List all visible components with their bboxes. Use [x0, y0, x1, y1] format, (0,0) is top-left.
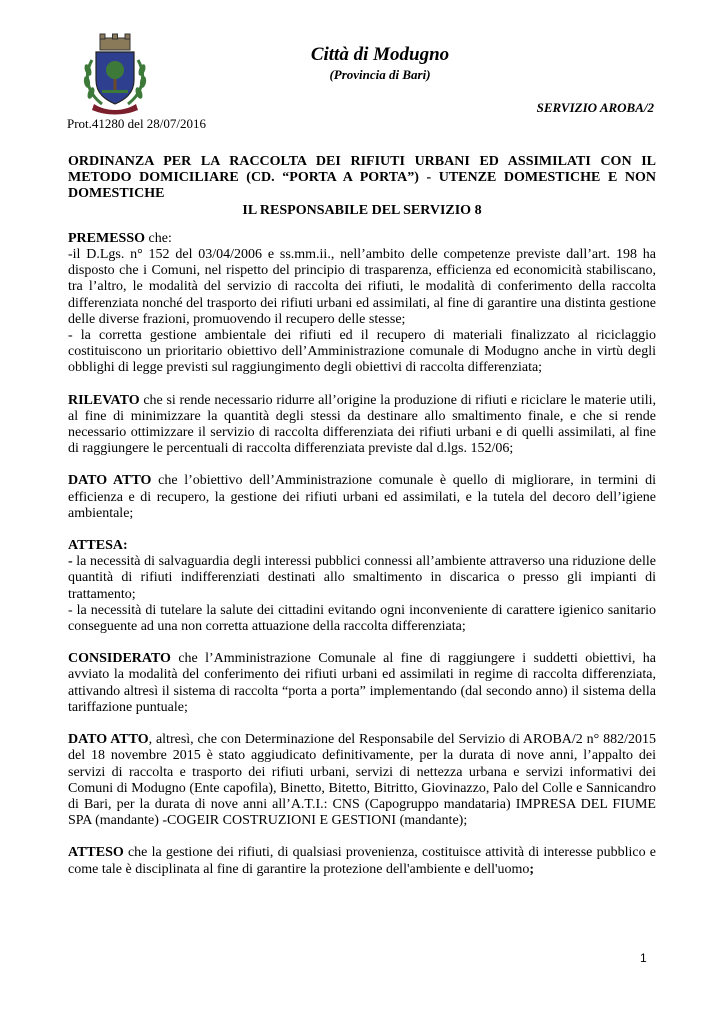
page-number: 1: [640, 951, 647, 965]
considerato-text: che l’Amministrazione Comunale al fine di raggiungere i suddetti obiettivi, ha avviato la modalità del conferimento dei rifiuti urbani ed assimilati in regime di raccolta differenziata, attivando altresì il sistema di raccolta “porta a porta” implementando (dal secondo anno) il sistema della tariffazione puntuale;: [68, 651, 656, 715]
premesso-paragraph-1: -il D.Lgs. n° 152 del 03/04/2006 e ss.mm.ii., nell’ambito delle competenze previste dall’art. 198 ha disposto che i Comuni, nel rispetto del principio di trasparenza, efficienza ed economicità stabiliscano, tra l’altro, le modalità del servizio di raccolta dei rifiuti, le modalità di conferimento della raccolta differenziata nonché del trasporto dei rifiuti urbani ed assimilati, al fine di garantire una distinta gestione delle diverse frazioni, promuovendo il recupero delle stesse;: [68, 247, 656, 327]
atteso-label: ATTESO: [68, 845, 124, 861]
dato-atto-label-2: DATO ATTO: [68, 732, 149, 748]
attesa-paragraph-2: - la necessità di tutelare la salute dei cittadini evitando ogni inconveniente di carattere igienico sanitario conseguente ad una non corretta attuazione della raccolta differenziata;: [68, 602, 656, 635]
dato-atto-paragraph-2: [68, 732, 656, 829]
premesso-heading: [68, 231, 656, 247]
dato-atto-label-1: DATO ATTO: [68, 473, 152, 489]
city-name: Città di Modugno: [310, 44, 450, 65]
premesso-paragraph-2: - la corretta gestione ambientale dei rifiuti ed il recupero di materiali finalizzato al riciclaggio costituiscono un prioritario obiettivo dell’Amministrazione comunale di Modugno anche in virtù degli obblighi di legge previsti sul raggiungimento degli obiettivi di raccolta differenziata;: [68, 328, 656, 376]
province-name: (Provincia di Bari): [329, 67, 431, 82]
attesa-dash: -: [68, 554, 73, 570]
service-label: SERVIZIO AROBA/2: [536, 100, 654, 115]
premesso-label: PREMESSO: [68, 230, 146, 246]
rilevato-label: RILEVATO: [68, 392, 140, 408]
dato-atto-paragraph-1: [68, 473, 656, 522]
attesa-heading: ATTESA:: [68, 538, 128, 554]
ordinance-title: ORDINANZA PER LA RACCOLTA DEI RIFIUTI URBANI ED ASSIMILATI CON IL METODO DOMICILIARE (CD. “PORTA A PORTA”) - UTENZE DOMESTICHE E NON DOMESTICHE: [68, 154, 656, 202]
attesa-text-1: la necessità di salvaguardia degli interessi pubblici connessi all’ambiente attraverso una riduzione delle quantità di rifiuti indifferenziati destinati allo smaltimento in discarica o presso gli impianti di trattamento;: [68, 554, 656, 602]
atteso-text: che la gestione dei rifiuti, di qualsiasi provenienza, costituisce attività di interesse pubblico e come tale è disciplinata al fine di garantire la protezione dell'ambiente e dell'uomo: [68, 845, 656, 877]
document-body: [68, 154, 656, 878]
dato-atto-text-1: che l’obiettivo dell’Amministrazione comunale è quello di migliorare, in termini di efficienza e di recupero, la gestione dei rifiuti urbani ed assimilati, e la tutela del decoro dell’igiene ambientale;: [68, 473, 656, 521]
premesso-tail: che:: [145, 230, 172, 246]
atteso-paragraph: [68, 845, 656, 877]
considerato-paragraph: [68, 651, 656, 716]
rilevato-paragraph: [68, 393, 656, 458]
dato-atto-text-2: , altresì, che con Determinazione del Responsabile del Servizio di AROBA/2 n° 882/2015 del 18 novembre 2015 è stato aggiudicato definitivamente, per la durata di nove anni, l’appalto dei servizi di raccolta e trasporto dei rifiuti urbani, servizi di nettezza urbana e servizi informativi dei Comuni di Modugno (Ente capofila), Binetto, Bitetto, Bitritto, Giovinazzo, Palo del Colle e Sannicandro di Bari, per la durata di nove anni all’A.T.I.: CNS (Capogruppo mandataria) IMPRESA DEL FIUME SPA (mandante) -COGEIR COSTRUZIONI E GESTIONI (mandante);: [68, 732, 656, 829]
rilevato-text: che si rende necessario ridurre all’origine la produzione di rifiuti e riciclare le materie utili, al fine di minimizzare la quantità degli stessi da destinare allo smaltimento finale, e che si rende necessario ottimizzare il servizio di raccolta differenziata dei rifiuti urbani e di quelli assimilati, al fine di raggiungere le percentuali di raccolta differenziata previste dal d.lgs. 152/06;: [68, 392, 656, 457]
protocol-number: Prot.41280 del 28/07/2016: [67, 116, 207, 131]
ordinance-subtitle: IL RESPONSABILE DEL SERVIZIO 8: [242, 202, 482, 218]
city-coat-of-arms-icon: [78, 30, 152, 116]
considerato-label: CONSIDERATO: [68, 651, 171, 667]
atteso-end: ;: [529, 861, 535, 877]
attesa-paragraph-1: [68, 554, 656, 603]
